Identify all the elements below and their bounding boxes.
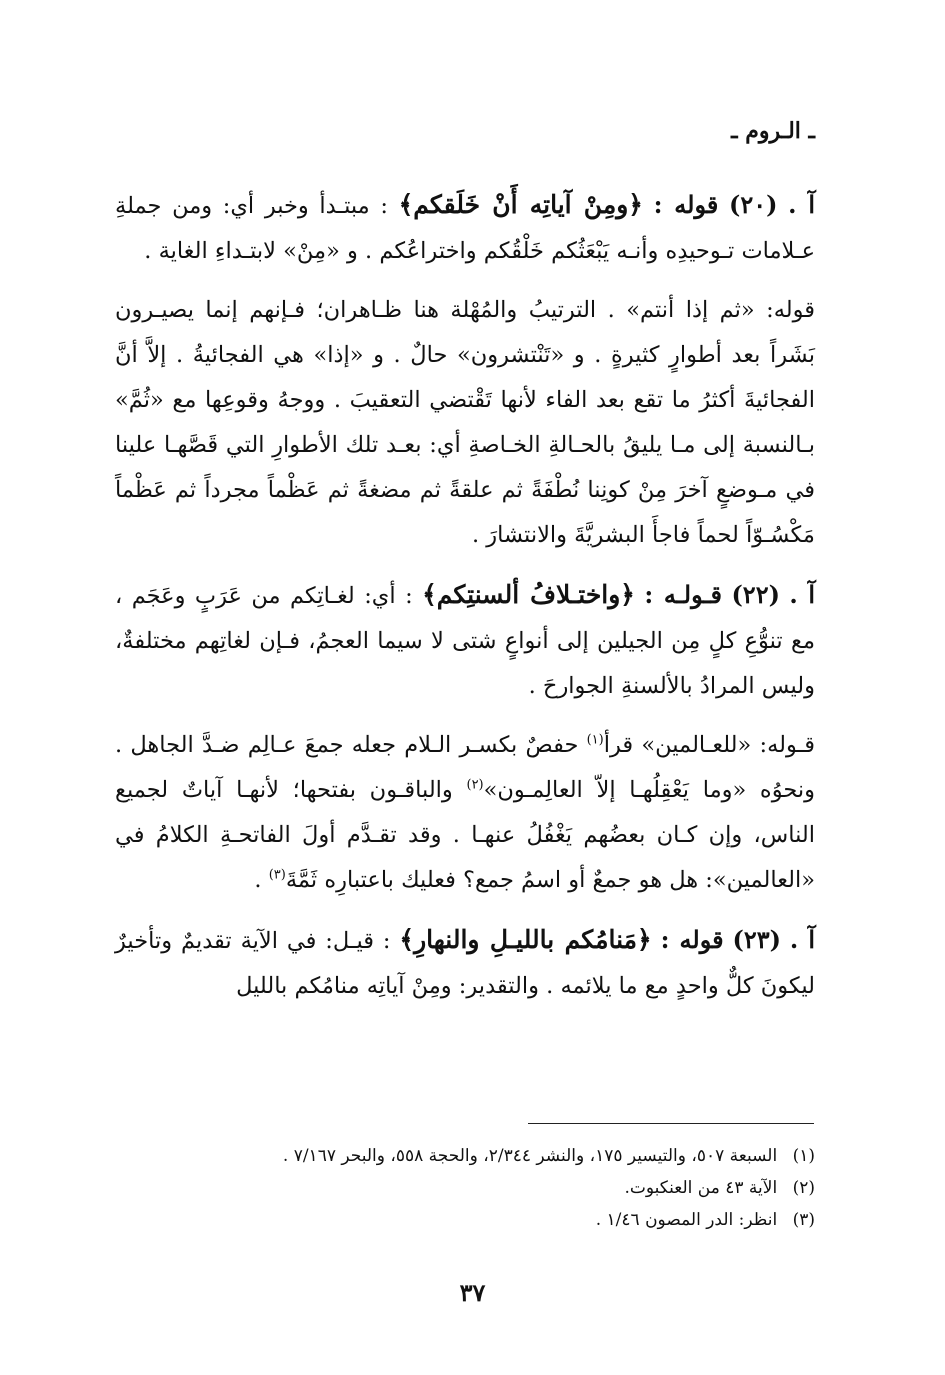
- page-number: ٣٧: [459, 1278, 486, 1307]
- footnote-2: [115, 1172, 815, 1204]
- entry-verse-23: [115, 917, 815, 1009]
- footnote-text: الآية ٤٣ من العنكبوت.: [624, 1178, 778, 1198]
- footnote-number: (١): [792, 1146, 815, 1166]
- entry-marker: آ .: [789, 580, 816, 609]
- entry-text: : قيـل: في الآية تقديمٌ وتأخيرٌ ليكونَ كلٌّ واحدٍ مع ما يلائمه . والتقدير: ومِنْ آياتِه منامُكم بالليل: [115, 928, 815, 999]
- entry-keyword: قوله :: [660, 925, 724, 954]
- entry-keyword: قوله :: [653, 190, 719, 219]
- entry-text: : مبتـدأ وخبر أي: ومن جملةِ عـلامات تـوحيدِه وأنـه يَبْعَثُكم خَلْقُكم واختراعُكم . و «مِنْ» لابتـداءِ الغاية .: [115, 193, 815, 264]
- footnote-ref-1[interactable]: (١): [586, 732, 604, 748]
- footnote-number: (٢): [792, 1178, 815, 1198]
- footnotes: [115, 1140, 815, 1236]
- paragraph-text: قوله: «ثم إذا أنتم» . الترتيبُ والمُهْلة هنا ظـاهران؛ فـإنهم إنما يصيـرون بَشَراً بعد أطوارٍ كثيرةٍ . و «تَنْتشرون» حالٌ . و «إذا» هي الفجائيةُ . إلاَّ أنَّ الفجائيةَ أكثرُ ما تقع بعد الفاء لأنها تَقْتضي التعقيبَ . ووجهُ وقوعِها مع «ثُمَّ» بـالنسبة إلى مـا يليقُ بالحـالةِ الخـاصةِ أي: بعـد تلك الأطوارِ التي قَصَّهـا علينا في مـوضعٍ آخرَ مِنْ كونِنا نُطْفَةً ثم علقةً ثم مضغةً ثم عَظْماً مجرداً ثم عَظْماً مَكْسُـوّاً لحماً فاجأَ البشريَّةَ والانتشارَ .: [115, 297, 815, 548]
- quranic-quote: ﴿واختـلافُ ألسنتِكم﴾: [422, 580, 635, 609]
- commentary-paragraph: [115, 288, 815, 558]
- entry-marker: آ .: [788, 190, 815, 219]
- verse-number: (٢٢): [731, 580, 780, 609]
- quranic-quote: ﴿ومِنْ آياتِه أَنْ خَلَقكم﴾: [398, 190, 643, 219]
- footnote-ref-3[interactable]: (٣): [268, 867, 286, 883]
- footnote-3: [115, 1204, 815, 1236]
- footnote-text: السبعة ٥٠٧، والتيسير ١٧٥، والنشر ٢/٣٤٤، والحجة ٥٥٨، والبحر ٧/١٦٧ .: [282, 1146, 778, 1166]
- entry-verse-20: [115, 182, 815, 274]
- footnote-number: (٣): [792, 1210, 815, 1230]
- entry-text: : أي: لغـاتِكم من عَرَبٍ وعَجَم ، مع تنوُّعِ كلٍ مِن الجيلين إلى أنواعٍ شتى لا سيما العجمُ، فـإن لغاتِهم مختلفةٌ، وليس المرادُ بالألسنةِ الجوارحَ .: [115, 583, 815, 699]
- entry-marker: آ .: [789, 925, 816, 954]
- entry-verse-22: [115, 572, 815, 709]
- footnote-ref-2[interactable]: (٢): [466, 777, 484, 793]
- paragraph-text-d: .: [254, 867, 269, 893]
- verse-number: (٢٣): [732, 925, 781, 954]
- paragraph-text-a: قـوله: «للعـالمين» قرأ: [603, 732, 815, 758]
- paragraph-text-c: والباقـون بفتحها؛ لأنهـا آياتٌ لجميع الناس، وإن كـان بعضُهم يَغْفُلُ عنهـا . وقد تقـدَّم أولَ الفاتحـةِ الكلامُ في «العالمين»: هل هو جمعٌ أو اسمُ جمع؟ فعليك باعتبارِه ثَمَّةَ: [115, 777, 815, 893]
- running-head: ـ الـروم ـ: [731, 118, 815, 144]
- entry-keyword: قـولـه :: [644, 580, 722, 609]
- main-text: [115, 182, 815, 1009]
- verse-number: (٢٠): [728, 190, 778, 219]
- footnote-text: انظر: الدر المصون ١/٤٦ .: [595, 1210, 778, 1230]
- quranic-quote: ﴿مَنامُكم بالليـلِ والنهارِ﴾: [399, 925, 652, 954]
- paragraph-text-b: حفصٌ بكسـر الـلام جعله جمعَ عـالِم ضـدَّ الجاهل . ونحوُه «وما يَعْقِلُهـا إلاّ العالِمـون»: [115, 732, 815, 803]
- footnote-divider: [528, 1123, 814, 1124]
- commentary-paragraph-readings: [115, 723, 815, 903]
- footnote-1: [115, 1140, 815, 1172]
